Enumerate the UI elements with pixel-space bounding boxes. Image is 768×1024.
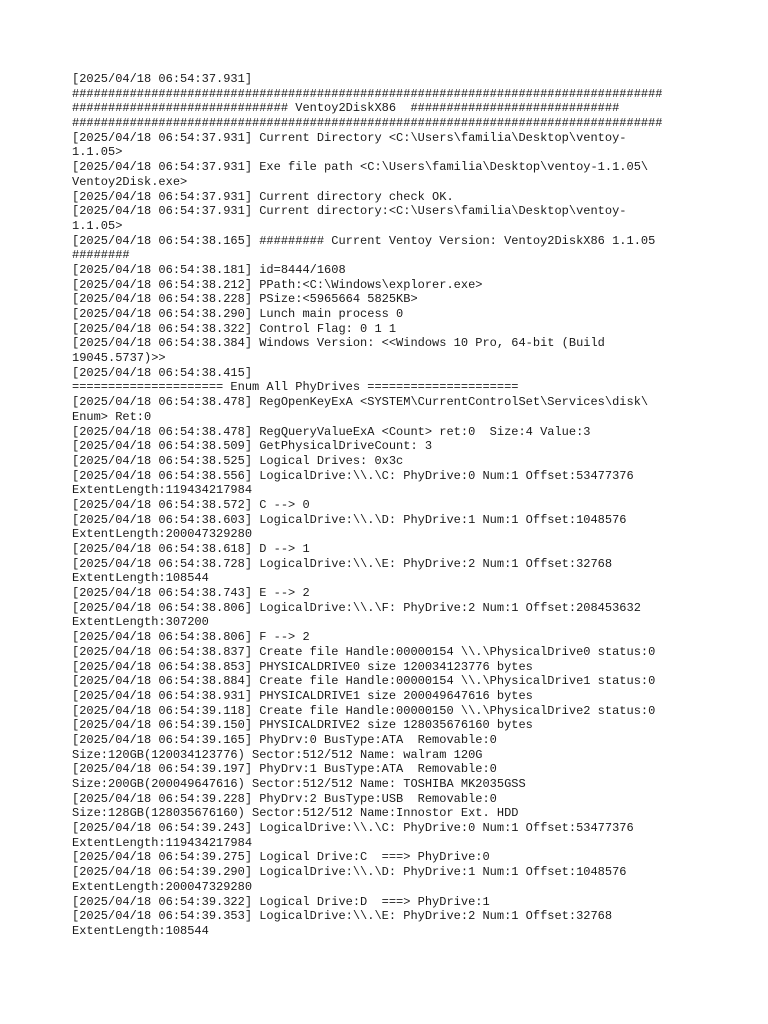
log-line: [2025/04/18 06:54:38.478] RegQueryValueExA <Count> ret:0 Size:4 Value:3 (72, 424, 591, 439)
log-line: ExtentLength:119434217984 (72, 483, 253, 498)
log-line: [2025/04/18 06:54:37.931] Current Directory <C:\Users\familia\Desktop\ventoy- (72, 130, 627, 145)
log-line: [2025/04/18 06:54:38.806] F --> 2 (72, 630, 310, 645)
log-line: [2025/04/18 06:54:39.243] LogicalDrive:\\.\C: PhyDrive:0 Num:1 Offset:53477376 (72, 821, 634, 836)
log-line: [2025/04/18 06:54:37.931] Exe file path <C:\Users\familia\Desktop\ventoy-1.1.05\ (72, 160, 649, 175)
log-text-page (72, 72, 702, 939)
log-line: [2025/04/18 06:54:38.212] PPath:<C:\Windows\explorer.exe> (72, 277, 483, 292)
log-line: 19045.5737)>> (72, 351, 166, 366)
log-line: ===================== Enum All PhyDrives ===================== (72, 380, 519, 395)
log-line: [2025/04/18 06:54:38.728] LogicalDrive:\\.\E: PhyDrive:2 Num:1 Offset:32768 (72, 556, 613, 571)
log-line: ################################################################################## (72, 116, 663, 131)
log-line: ExtentLength:119434217984 (72, 835, 253, 850)
log-line: [2025/04/18 06:54:38.853] PHYSICALDRIVE0 size 120034123776 bytes (72, 659, 533, 674)
log-line: [2025/04/18 06:54:38.509] GetPhysicalDriveCount: 3 (72, 439, 433, 454)
log-line: [2025/04/18 06:54:39.322] Logical Drive:D ===> PhyDrive:1 (72, 894, 490, 909)
log-line: [2025/04/18 06:54:38.290] Lunch main process 0 (72, 307, 404, 321)
log-line: [2025/04/18 06:54:38.884] Create file Handle:00000154 \\.\PhysicalDrive1 status:0 (72, 674, 656, 689)
log-line: [2025/04/18 06:54:38.181] id=8444/1608 (72, 262, 346, 277)
log-line: ExtentLength:200047329280 (72, 879, 253, 894)
log-line: [2025/04/18 06:54:37.931] (72, 72, 253, 86)
log-line: ExtentLength:307200 (72, 615, 209, 630)
log-line: Ventoy2Disk.exe> (72, 174, 188, 189)
log-line: 1.1.05> (72, 218, 123, 233)
log-line: [2025/04/18 06:54:37.931] Current directory:<C:\Users\familia\Desktop\ventoy- (72, 204, 627, 219)
log-line: Size:120GB(120034123776) Sector:512/512 Name: walram 120G (72, 747, 483, 762)
log-line: [2025/04/18 06:54:38.556] LogicalDrive:\\.\C: PhyDrive:0 Num:1 Offset:53477376 (72, 468, 634, 483)
log-line: ExtentLength:108544 (72, 571, 209, 586)
log-line: ######## (72, 248, 130, 263)
log-line: [2025/04/18 06:54:38.228] PSize:<5965664 5825KB> (72, 292, 418, 307)
log-line: [2025/04/18 06:54:39.118] Create file Handle:00000150 \\.\PhysicalDrive2 status:0 (72, 703, 656, 718)
log-line: 1.1.05> (72, 145, 123, 160)
log-line: [2025/04/18 06:54:38.837] Create file Handle:00000154 \\.\PhysicalDrive0 status:0 (72, 644, 656, 659)
log-line: ############################## Ventoy2DiskX86 ############################# (72, 101, 620, 116)
log-line: [2025/04/18 06:54:39.228] PhyDrv:2 BusType:USB Removable:0 (72, 791, 497, 806)
log-line: [2025/04/18 06:54:39.275] Logical Drive:C ===> PhyDrive:0 (72, 850, 490, 865)
log-line: [2025/04/18 06:54:39.353] LogicalDrive:\\.\E: PhyDrive:2 Num:1 Offset:32768 (72, 909, 613, 924)
log-line: Enum> Ret:0 (72, 409, 152, 424)
log-line: [2025/04/18 06:54:38.525] Logical Drives: 0x3c (72, 453, 404, 468)
log-line: [2025/04/18 06:54:39.290] LogicalDrive:\\.\D: PhyDrive:1 Num:1 Offset:1048576 (72, 865, 627, 880)
log-line: [2025/04/18 06:54:38.478] RegOpenKeyExA <SYSTEM\CurrentControlSet\Services\disk\ (72, 395, 649, 410)
log-line: ExtentLength:200047329280 (72, 527, 253, 542)
log-line: ################################################################################## (72, 86, 663, 101)
log-line: [2025/04/18 06:54:39.197] PhyDrv:1 BusType:ATA Removable:0 (72, 762, 497, 777)
log-line: [2025/04/18 06:54:38.165] ######### Current Ventoy Version: Ventoy2DiskX86 1.1.05 (72, 233, 656, 248)
log-line: Size:128GB(128035676160) Sector:512/512 Name:Innostor Ext. HDD (72, 806, 519, 821)
log-line: [2025/04/18 06:54:38.384] Windows Version: <<Windows 10 Pro, 64-bit (Build (72, 336, 605, 351)
log-line: [2025/04/18 06:54:39.150] PHYSICALDRIVE2 size 128035676160 bytes (72, 718, 533, 733)
log-line: [2025/04/18 06:54:39.165] PhyDrv:0 BusType:ATA Removable:0 (72, 732, 497, 747)
log-line: [2025/04/18 06:54:38.415] (72, 365, 253, 380)
log-line: ExtentLength:108544 (72, 923, 209, 938)
log-line: [2025/04/18 06:54:38.618] D --> 1 (72, 542, 310, 556)
log-line: [2025/04/18 06:54:38.806] LogicalDrive:\\.\F: PhyDrive:2 Num:1 Offset:208453632 (72, 600, 641, 615)
log-line: [2025/04/18 06:54:37.931] Current directory check OK. (72, 189, 454, 204)
log-line: Size:200GB(200049647616) Sector:512/512 Name: TOSHIBA MK2035GSS (72, 777, 526, 791)
log-line: [2025/04/18 06:54:38.572] C --> 0 (72, 497, 310, 512)
log-line: [2025/04/18 06:54:38.322] Control Flag: 0 1 1 (72, 321, 397, 336)
log-line: [2025/04/18 06:54:38.603] LogicalDrive:\\.\D: PhyDrive:1 Num:1 Offset:1048576 (72, 512, 627, 527)
log-line: [2025/04/18 06:54:38.931] PHYSICALDRIVE1 size 200049647616 bytes (72, 688, 533, 703)
log-line: [2025/04/18 06:54:38.743] E --> 2 (72, 586, 310, 601)
